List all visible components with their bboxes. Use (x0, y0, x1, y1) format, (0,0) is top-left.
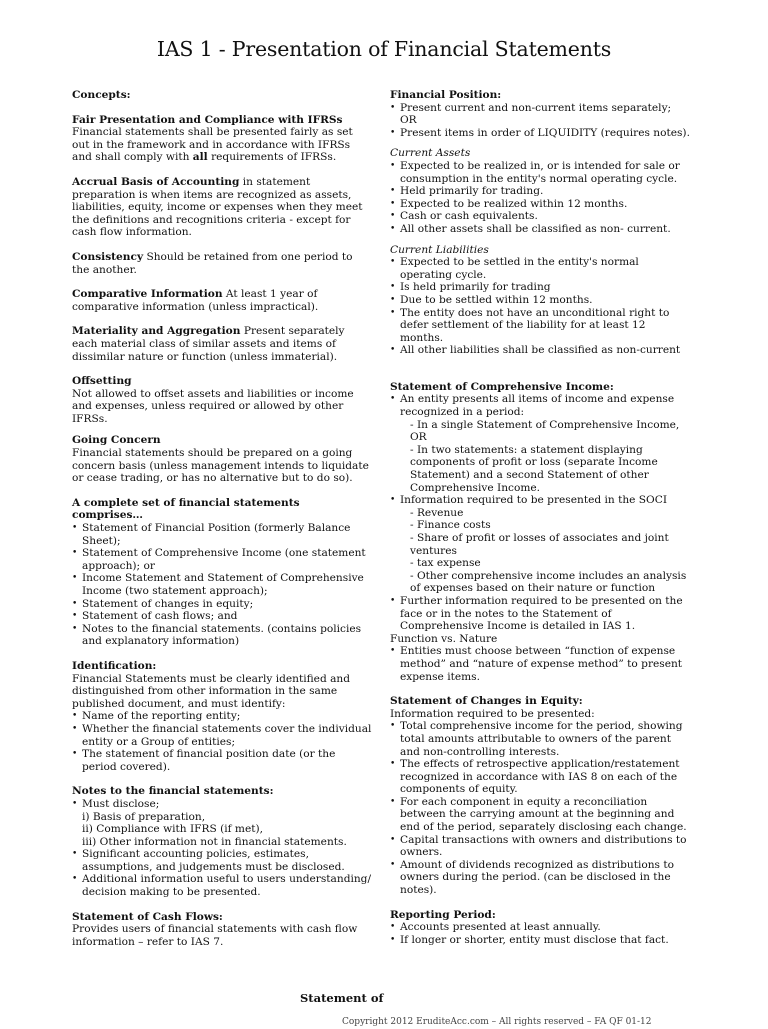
list-item: • Accounts presented at least annually. (390, 921, 690, 934)
identification-heading: Identification: (72, 659, 157, 672)
going-concern-section (72, 434, 372, 484)
soci-section (390, 381, 690, 683)
materiality-section (72, 325, 372, 363)
list-item: • The statement of financial position date (or the period covered). (72, 748, 372, 773)
list-item: • For each component in equity a reconciliation between the carrying amount at the beginning and end of the period, separately disclosing each change. (390, 796, 690, 834)
cash-flows-section (72, 911, 372, 949)
financial-position-heading: Financial Position: (390, 89, 502, 101)
offsetting-section (72, 375, 372, 425)
list-item: • Present current and non-current items separately; OR (390, 102, 690, 127)
list-item: • The effects of retrospective application/restatement recognized in accordance with IAS 8 on each of the components of equity. (390, 758, 690, 796)
soci-sub-item: - tax expense (410, 557, 481, 570)
list-item: • Statement of cash flows; and (72, 610, 372, 623)
materiality-heading: Materiality and Aggregation (72, 325, 241, 338)
list-item: • The entity does not have an unconditional right to defer settlement of the liability for at least 12 months. (390, 307, 690, 345)
function-list (390, 645, 690, 683)
complete-set-section (72, 497, 372, 648)
list-item: • Total comprehensive income for the period, showing total amounts attributable to owners of the parent and non-controlling interests. (390, 720, 690, 758)
list-item: • Cash or cash equivalents. (390, 210, 690, 223)
notes-section (72, 785, 372, 898)
list-item: • Name of the reporting entity; (72, 710, 372, 723)
current-assets-list (390, 160, 690, 236)
offsetting-heading: Offsetting (72, 375, 132, 388)
soci-sub-item: - Revenue (410, 506, 464, 519)
reporting-period-section (390, 909, 690, 947)
current-liabilities-section (390, 244, 690, 357)
fair-presentation-heading: Fair Presentation and Compliance with IFRSs (72, 113, 343, 126)
fair-presentation-section (72, 114, 372, 164)
consistency-heading: Consistency (72, 250, 144, 263)
reporting-period-list (390, 921, 690, 946)
right-column (390, 89, 690, 958)
offsetting-text: Not allowed to offset assets and liabilities or income and expenses, unless required or allowed by other IFRSs. (72, 387, 354, 425)
going-concern-heading: Going Concern (72, 434, 161, 447)
soci-heading: Statement of Comprehensive Income: (390, 380, 614, 393)
list-item: • Expected to be realized within 12 months. (390, 198, 690, 211)
notes-list (72, 798, 372, 899)
reporting-period-heading: Reporting Period: (390, 908, 496, 921)
list-item: • Amount of dividends recognized as distributions to owners during the period. (can be disclosed in the notes). (390, 859, 690, 897)
cash-flows-heading: Statement of Cash Flows: (72, 910, 223, 923)
complete-set-list (72, 522, 372, 648)
current-liabilities-list (390, 256, 690, 357)
financial-position-section (390, 89, 690, 139)
list-item: • Notes to the financial statements. (contains policies and explanatory information) (72, 623, 372, 648)
soci-sub-item: - Share of profit or losses of associates and joint ventures (410, 532, 669, 557)
list-item: • Statement of Comprehensive Income (one statement approach); or (72, 547, 372, 572)
list-item: • Expected to be settled in the entity's normal operating cycle. (390, 256, 690, 281)
soci-item-2: Information required to be presented in the SOCI (400, 494, 668, 507)
complete-set-heading: A complete set of financial statements comprises… (72, 496, 300, 522)
list-item: • All other assets shall be classified as non- current. (390, 223, 690, 236)
accrual-text: in statement preparation is when items are recognized as assets, liabilities, equity, income or expenses when they meet the definitions and recognitions criteria - except for cash flow information. (72, 175, 363, 239)
financial-position-list (390, 102, 690, 140)
consistency-section (72, 251, 372, 276)
identification-text: Financial Statements must be clearly identified and distinguished from other information in the same published document, and must identify: (72, 672, 351, 710)
consistency-text: Should be retained from one period to the another. (72, 250, 353, 276)
cash-flows-text: Provides users of financial statements with cash flow information – refer to IAS 7. (72, 923, 358, 948)
soci-item-1: An entity presents all items of income and expense recognized in a period: (400, 393, 675, 419)
concepts-heading: Concepts: (72, 89, 131, 101)
identification-list (72, 710, 372, 773)
list-item (390, 494, 690, 595)
notes-sub-3: iii) Other information not in financial statements. (82, 835, 347, 848)
list-item: • Statement of changes in equity; (72, 598, 372, 611)
comparative-text: At least 1 year of comparative information (unless impractical). (72, 288, 319, 313)
notes-sub-2: ii) Compliance with IFRS (if met), (82, 823, 263, 836)
fair-text-2: requirements of IFRSs. (207, 151, 337, 164)
soci-sub-item: - In a single Statement of Comprehensive Income, OR (410, 418, 680, 444)
list-item: • Capital transactions with owners and distributions to owners. (390, 834, 690, 859)
soci-sub-item: - Other comprehensive income includes an analysis of expenses based on their nature or function (410, 569, 687, 595)
fair-text-1: Financial statements shall be presented fairly as set out in the framework and in accordance with IFRSs and shall comply with (72, 126, 353, 164)
notes-heading: Notes to the financial statements: (72, 785, 274, 798)
soci-sub-item: - In two statements: a statement displaying components of profit or loss (separate Income Statement) and a second Statement of other Comprehensive Income. (410, 443, 658, 494)
soce-text: Information required to be presented: (390, 707, 595, 720)
fair-presentation-text (72, 126, 372, 164)
list-item: • Significant accounting policies, estimates, assumptions, and judgements must be disclosed. (72, 848, 372, 873)
list-item: • Whether the financial statements cover the individual entity or a Group of entities; (72, 723, 372, 748)
list-item: • Entities must choose between “function of expense method” and “nature of expense method” to present expense items. (390, 645, 690, 683)
list-item: • Further information required to be presented on the face or in the notes to the Statement of Comprehensive Income is detailed in IAS 1. (390, 595, 690, 633)
comparative-heading: Comparative Information (72, 288, 223, 301)
identification-section (72, 660, 372, 773)
notes-sub-1: i) Basis of preparation, (82, 810, 206, 823)
list-item: • Expected to be realized in, or is intended for sale or consumption in the entity's normal operating cycle. (390, 160, 690, 185)
list-item (72, 798, 372, 848)
list-item: • Due to be settled within 12 months. (390, 294, 690, 307)
soce-heading: Statement of Changes in Equity: (390, 695, 583, 708)
list-item: • Held primarily for trading. (390, 185, 690, 198)
list-item (390, 393, 690, 494)
current-assets-section (390, 147, 690, 235)
list-item: • Is held primarily for trading (390, 281, 690, 294)
page-title: IAS 1 - Presentation of Financial Statements (156, 37, 612, 61)
function-vs-nature-label: Function vs. Nature (390, 632, 498, 645)
current-assets-heading: Current Assets (390, 147, 471, 160)
list-item: • Income Statement and Statement of Comprehensive Income (two statement approach); (72, 572, 372, 597)
soce-list (390, 720, 690, 896)
left-column (72, 89, 372, 960)
list-item: • Additional information useful to users understanding/ decision making to be presented. (72, 873, 372, 898)
footer-label: Statement of (300, 991, 384, 1005)
list-item: • Statement of Financial Position (formerly Balance Sheet); (72, 522, 372, 547)
going-concern-text: Financial statements should be prepared on a going concern basis (unless management intends to liquidate or cease trading, or has no alternative but to do so). (72, 447, 369, 485)
list-item: • All other liabilities shall be classified as non-current (390, 344, 690, 357)
accrual-heading: Accrual Basis of Accounting (72, 175, 240, 188)
list-item: • Present items in order of LIQUIDITY (requires notes). (390, 127, 690, 140)
concepts-section (72, 89, 372, 102)
current-liabilities-heading: Current Liabilities (390, 243, 489, 256)
soce-section (390, 695, 690, 897)
comparative-section (72, 288, 372, 313)
copyright-text: Copyright 2012 EruditeAcc.com – All rights reserved – FA QF 01-12 (342, 1017, 652, 1027)
soci-sub-item: - Finance costs (410, 519, 491, 532)
list-item: • If longer or shorter, entity must disclose that fact. (390, 934, 690, 947)
fair-text-all: all (192, 151, 208, 164)
notes-item-1: Must disclose; (82, 797, 160, 810)
accrual-section (72, 176, 372, 239)
soci-list (390, 393, 690, 632)
materiality-text: Present separately each material class of similar assets and items of dissimilar nature or function (unless immaterial). (72, 325, 345, 363)
